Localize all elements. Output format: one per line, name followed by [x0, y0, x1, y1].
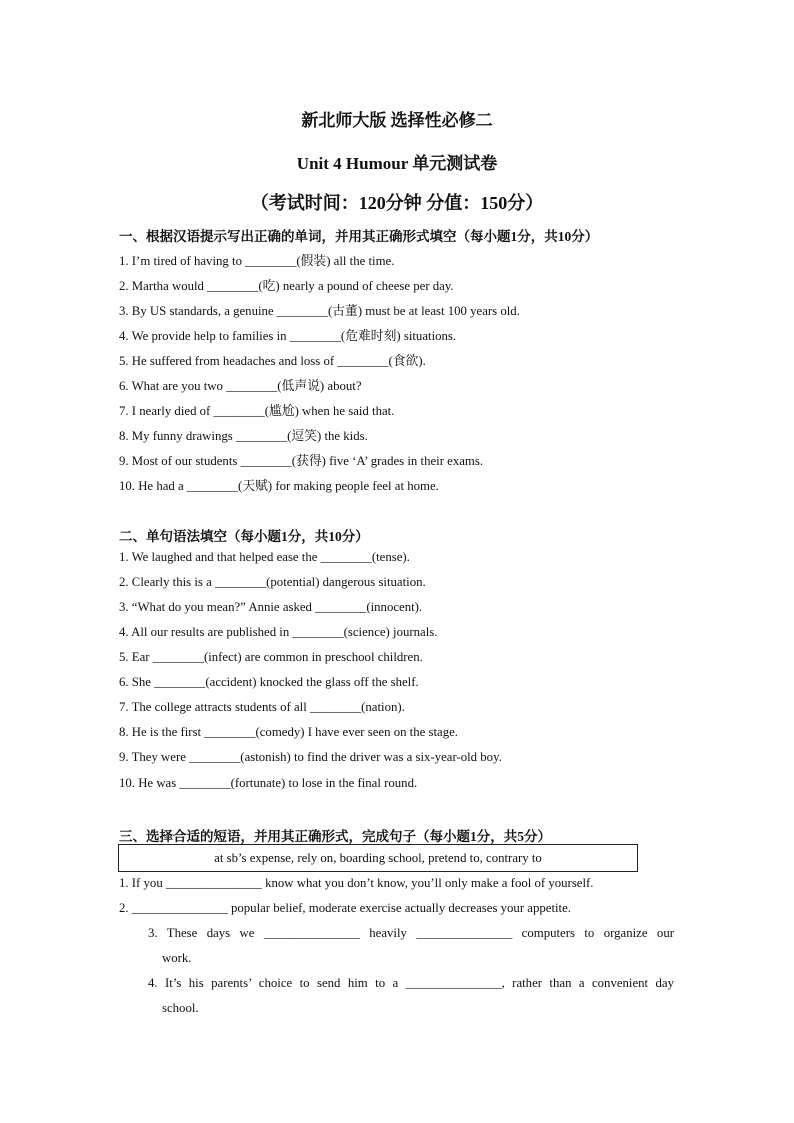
question-3-3 [148, 921, 674, 971]
exam-title: 新北师大版 选择性必修二 [301, 111, 493, 130]
question-2-2: 2. Clearly this is a ________(potential) dangerous situation. [119, 575, 426, 589]
phrase-box [118, 844, 638, 872]
question-2-9: 9. They were ________(astonish) to find the driver was a six-year-old boy. [119, 750, 502, 764]
question-3-1: 1. If you _______________ know what you don’t know, you’ll only make a fool of yourself. [119, 876, 594, 890]
section-2-heading: 二、单句语法填空（每小题1分，共10分） [119, 529, 369, 544]
question-1-7: 7. I nearly died of ________(尴尬) when he said that. [119, 404, 395, 418]
question-2-5: 5. Ear ________(infect) are common in preschool children. [119, 650, 423, 664]
question-3-2: 2. _______________ popular belief, moderate exercise actually decreases your appetite. [119, 901, 571, 915]
question-2-3: 3. “What do you mean?” Annie asked ________(innocent). [119, 600, 423, 614]
section-3-heading: 三、选择合适的短语，并用其正确形式，完成句子（每小题1分，共5分） [119, 829, 551, 844]
question-3-3-line-1: 3. These days we _______________ heavily _______________ computers to organize our [148, 926, 674, 940]
question-3-4-line-1: 4. It’s his parents’ choice to send him to a _______________, rather than a convenient day [148, 976, 674, 990]
section-1-heading: 一、根据汉语提示写出正确的单词，并用其正确形式填空（每小题1分，共10分） [119, 229, 599, 244]
question-1-10: 10. He had a ________(天赋) for making people feel at home. [119, 479, 439, 493]
question-2-10: 10. He was ________(fortunate) to lose in the final round. [119, 776, 418, 790]
question-1-9: 9. Most of our students ________(获得) five ‘A’ grades in their exams. [119, 454, 484, 468]
question-1-6: 6. What are you two ________(低声说) about? [119, 379, 362, 393]
exam-info: （考试时间：120分钟 分值：150分） [250, 193, 544, 213]
question-1-3: 3. By US standards, a genuine ________(古董) must be at least 100 years old. [119, 304, 520, 318]
question-3-3-line-2: work. [162, 951, 192, 965]
question-2-8: 8. He is the first ________(comedy) I have ever seen on the stage. [119, 725, 459, 739]
question-1-5: 5. He suffered from headaches and loss of ________(食欲). [119, 354, 426, 368]
question-2-6: 6. She ________(accident) knocked the glass off the shelf. [119, 675, 419, 689]
question-1-8: 8. My funny drawings ________(逗笑) the kids. [119, 429, 368, 443]
phrase-list: at sb’s expense, rely on, boarding school, pretend to, contrary to [214, 850, 542, 865]
question-1-1: 1. I’m tired of having to ________(假装) all the time. [119, 254, 395, 268]
question-2-7: 7. The college attracts students of all ________(nation). [119, 700, 405, 714]
question-1-2: 2. Martha would ________(吃) nearly a pound of cheese per day. [119, 279, 454, 293]
question-1-4: 4. We provide help to families in ________(危难时刻) situations. [119, 329, 457, 343]
question-2-4: 4. All our results are published in ________(science) journals. [119, 625, 438, 639]
question-2-1: 1. We laughed and that helped ease the ________(tense). [119, 550, 410, 564]
question-3-4-line-2: school. [162, 1001, 199, 1015]
question-3-4 [148, 971, 674, 1021]
unit-title: Unit 4 Humour 单元测试卷 [296, 154, 498, 173]
